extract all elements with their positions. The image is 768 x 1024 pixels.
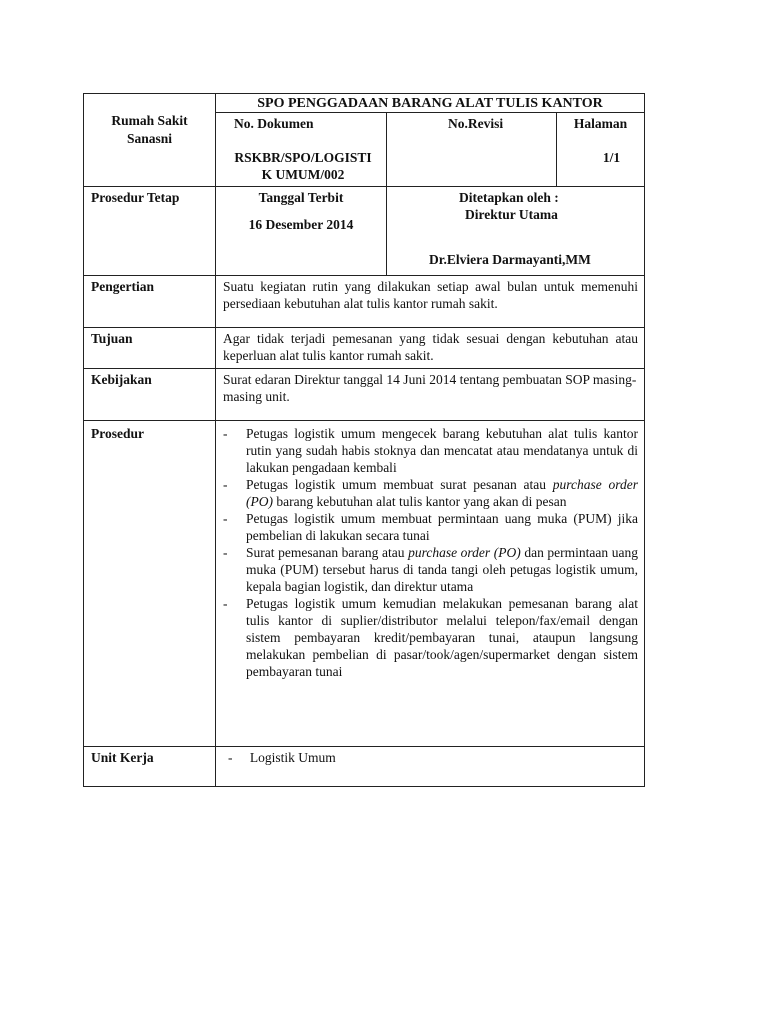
unit-kerja-dash: -: [228, 750, 233, 765]
director-name: Dr.Elviera Darmayanti,MM: [429, 252, 591, 267]
kebijakan-text: Surat edaran Direktur tanggal 14 Juni 2014 tentang pembuatan SOP masing-masing unit.: [216, 369, 645, 421]
document-title: SPO PENGGADAAN BARANG ALAT TULIS KANTOR: [216, 94, 645, 113]
spo-table: [83, 93, 645, 787]
prosedur-list: [216, 421, 644, 684]
prosedur-cell: [216, 421, 645, 747]
doc-number-label: No. Dokumen: [234, 116, 314, 131]
list-item: [223, 476, 638, 510]
revision-cell: [387, 113, 557, 187]
issue-date-value: 16 Desember 2014: [248, 217, 354, 232]
list-item: [223, 510, 638, 544]
list-item: [223, 595, 638, 680]
page-cell: [557, 113, 645, 187]
director-title: Direktur Utama: [465, 207, 558, 222]
prosedur-item-2a: Petugas logistik umum membuat surat pesanan atau: [246, 477, 553, 492]
tujuan-label: Tujuan: [84, 328, 216, 369]
kebijakan-label: Kebijakan: [84, 369, 216, 421]
prosedur-item-4c: dan permintaan uang muka (PUM) tersebut harus di tanda tangi oleh petugas logistik umum, kepala bagian logistik, dan direktur utama: [246, 545, 639, 594]
list-item: [223, 425, 638, 476]
prosedur-label: Prosedur: [84, 421, 216, 747]
tujuan-text: Agar tidak terjadi pemesanan yang tidak sesuai dengan kebutuhan atau keperluan alat tulis kantor rumah sakit.: [216, 328, 645, 369]
pengertian-label: Pengertian: [84, 276, 216, 328]
doc-number-value-line2: K UMUM/002: [261, 167, 345, 182]
revision-label: No.Revisi: [448, 116, 504, 131]
prosedur-item-5: Petugas logistik umum kemudian melakukan pemesanan barang alat tulis kantor di suplier/distributor melalui telepon/fax/email dengan sistem pembayaran kredit/pembayaran tunai, ataupun langsung melakukan pembelian di pasar/took/agen/supermarket dengan sistem pembayaran tunai: [246, 596, 639, 679]
page-value: 1/1: [602, 150, 621, 165]
prosedur-item-4b: purchase order (PO): [408, 545, 521, 560]
established-cell: [387, 187, 645, 276]
issue-date-cell: [216, 187, 387, 276]
pengertian-text: Suatu kegiatan rutin yang dilakukan setiap awal bulan untuk memenuhi persediaan kebutuhan alat tulis kantor rumah sakit.: [216, 276, 645, 328]
doc-number-cell: [216, 113, 387, 187]
prosedur-item-4a: Surat pemesanan barang atau: [246, 545, 409, 560]
prosedur-item-2c: barang kebutuhan alat tulis kantor yang akan di pesan: [273, 494, 567, 509]
issue-date-label: Tanggal Terbit: [258, 190, 344, 205]
prosedur-tetap-label: Prosedur Tetap: [84, 187, 216, 276]
prosedur-item-1: Petugas logistik umum mengecek barang kebutuhan alat tulis kantor rutin yang sudah habis stoknya dan mencatat atau mendatanya untuk di lakukan pengadaan kembali: [246, 426, 639, 475]
page-label: Halaman: [573, 116, 628, 131]
hospital-name-line2: Sanasni: [126, 131, 173, 146]
unit-kerja-label: Unit Kerja: [84, 747, 216, 787]
prosedur-item-2b: purchase order (PO): [246, 477, 639, 509]
doc-number-value-line1: RSKBR/SPO/LOGISTI: [234, 150, 372, 165]
prosedur-item-3: Petugas logistik umum membuat permintaan uang muka (PUM) jika pembelian di lakukan secara tunai: [246, 511, 639, 543]
list-item: [223, 544, 638, 595]
hospital-name-cell: [84, 94, 216, 187]
established-by-label: Ditetapkan oleh :: [459, 190, 559, 205]
hospital-name-line1: Rumah Sakit: [111, 113, 188, 128]
unit-kerja-value: Logistik Umum: [249, 750, 336, 765]
unit-kerja-cell: [216, 747, 645, 787]
